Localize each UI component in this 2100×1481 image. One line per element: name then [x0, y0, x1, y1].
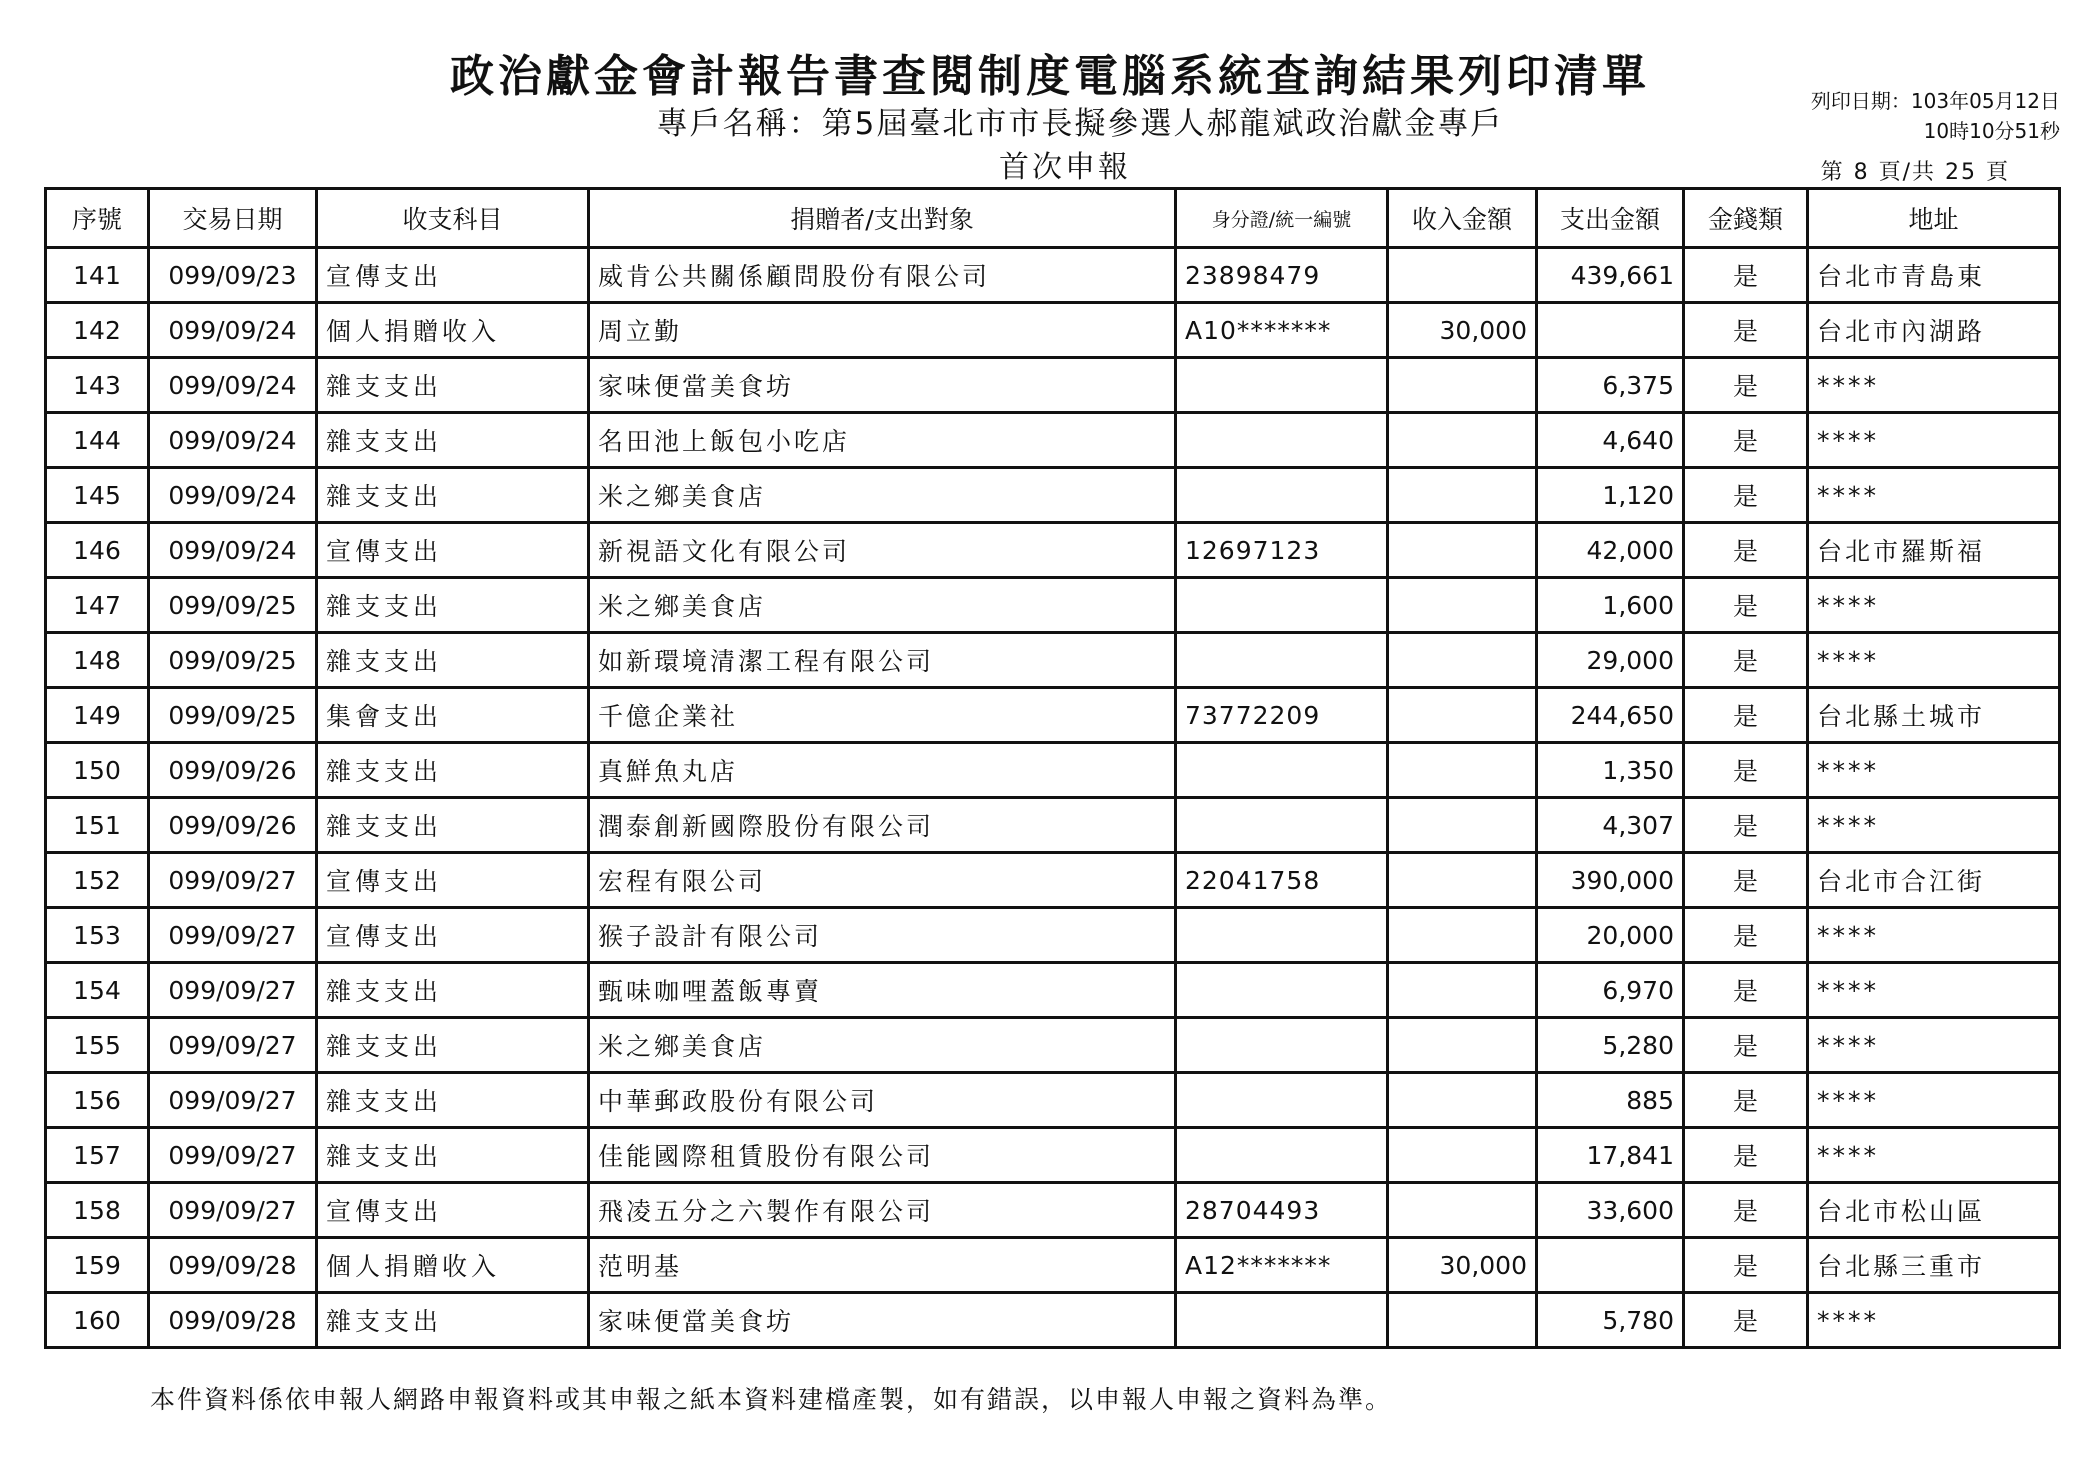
cell-income	[1388, 853, 1537, 908]
cell-cash: 是	[1684, 413, 1808, 468]
table-row	[46, 358, 2060, 413]
table-row	[46, 303, 2060, 358]
column-header: 金錢類	[1684, 189, 1808, 248]
cell-address: ****	[1808, 963, 2060, 1018]
cell-expense: 1,350	[1537, 743, 1684, 798]
cell-expense: 33,600	[1537, 1183, 1684, 1238]
cell-income	[1388, 1293, 1537, 1348]
cell-date: 099/09/26	[149, 743, 317, 798]
table-row	[46, 578, 2060, 633]
cell-address: 台北市青島東	[1808, 248, 2060, 303]
cell-cash: 是	[1684, 963, 1808, 1018]
cell-seq: 146	[46, 523, 149, 578]
cell-address: ****	[1808, 633, 2060, 688]
cell-category: 宣傳支出	[317, 1183, 589, 1238]
cell-date: 099/09/25	[149, 578, 317, 633]
cell-cash: 是	[1684, 523, 1808, 578]
cell-seq: 152	[46, 853, 149, 908]
cell-seq: 142	[46, 303, 149, 358]
cell-party: 周立勤	[589, 303, 1176, 358]
cell-expense	[1537, 303, 1684, 358]
cell-category: 雜支支出	[317, 633, 589, 688]
cell-address: ****	[1808, 413, 2060, 468]
cell-party: 真鮮魚丸店	[589, 743, 1176, 798]
cell-category: 宣傳支出	[317, 523, 589, 578]
column-header: 收入金額	[1388, 189, 1537, 248]
table-row	[46, 413, 2060, 468]
cell-seq: 143	[46, 358, 149, 413]
cell-expense: 5,280	[1537, 1018, 1684, 1073]
cell-id	[1176, 1073, 1388, 1128]
cell-date: 099/09/24	[149, 358, 317, 413]
column-header: 支出金額	[1537, 189, 1684, 248]
cell-date: 099/09/27	[149, 908, 317, 963]
cell-address: ****	[1808, 908, 2060, 963]
cell-address: ****	[1808, 1128, 2060, 1183]
cell-id	[1176, 358, 1388, 413]
cell-party: 甄味咖哩蓋飯專賣	[589, 963, 1176, 1018]
cell-cash: 是	[1684, 1293, 1808, 1348]
cell-category: 雜支支出	[317, 1018, 589, 1073]
cell-cash: 是	[1684, 468, 1808, 523]
table-row	[46, 798, 2060, 853]
table-row	[46, 963, 2060, 1018]
cell-category: 集會支出	[317, 688, 589, 743]
cell-date: 099/09/24	[149, 468, 317, 523]
cell-seq: 156	[46, 1073, 149, 1128]
cell-id: A12*******	[1176, 1238, 1388, 1293]
cell-expense: 4,640	[1537, 413, 1684, 468]
cell-id	[1176, 578, 1388, 633]
cell-cash: 是	[1684, 743, 1808, 798]
cell-seq: 147	[46, 578, 149, 633]
table-row	[46, 1073, 2060, 1128]
cell-income	[1388, 1128, 1537, 1183]
cell-expense: 20,000	[1537, 908, 1684, 963]
cell-id	[1176, 908, 1388, 963]
cell-cash: 是	[1684, 908, 1808, 963]
cell-party: 如新環境清潔工程有限公司	[589, 633, 1176, 688]
cell-income	[1388, 908, 1537, 963]
cell-seq: 145	[46, 468, 149, 523]
table-body	[46, 248, 2060, 1348]
column-header: 收支科目	[317, 189, 589, 248]
cell-party: 范明基	[589, 1238, 1176, 1293]
cell-date: 099/09/27	[149, 853, 317, 908]
cell-expense: 1,120	[1537, 468, 1684, 523]
cell-party: 佳能國際租賃股份有限公司	[589, 1128, 1176, 1183]
cell-id	[1176, 963, 1388, 1018]
cell-address: ****	[1808, 358, 2060, 413]
ledger-table	[44, 187, 2061, 1349]
cell-income	[1388, 688, 1537, 743]
cell-seq: 160	[46, 1293, 149, 1348]
cell-category: 雜支支出	[317, 1293, 589, 1348]
cell-expense: 29,000	[1537, 633, 1684, 688]
report-title: 政治獻金會計報告書查閱制度電腦系統查詢結果列印清單	[450, 51, 1650, 102]
cell-income: 30,000	[1388, 1238, 1537, 1293]
cell-cash: 是	[1684, 1018, 1808, 1073]
table-row	[46, 1238, 2060, 1293]
cell-party: 猴子設計有限公司	[589, 908, 1176, 963]
cell-address: 台北市羅斯福	[1808, 523, 2060, 578]
cell-seq: 155	[46, 1018, 149, 1073]
cell-seq: 157	[46, 1128, 149, 1183]
cell-address: ****	[1808, 1073, 2060, 1128]
cell-category: 雜支支出	[317, 468, 589, 523]
cell-party: 米之鄉美食店	[589, 1018, 1176, 1073]
cell-seq: 150	[46, 743, 149, 798]
cell-expense	[1537, 1238, 1684, 1293]
cell-id	[1176, 743, 1388, 798]
cell-income	[1388, 523, 1537, 578]
cell-cash: 是	[1684, 633, 1808, 688]
cell-category: 雜支支出	[317, 413, 589, 468]
table-row	[46, 688, 2060, 743]
cell-income	[1388, 963, 1537, 1018]
cell-category: 雜支支出	[317, 963, 589, 1018]
cell-id: 28704493	[1176, 1183, 1388, 1238]
column-header: 身分證/統一編號	[1176, 189, 1388, 248]
footer-note: 本件資料係依申報人網路申報資料或其申報之紙本資料建檔產製，如有錯誤，以申報人申報之資料為準。	[150, 1385, 1393, 1414]
cell-party: 中華郵政股份有限公司	[589, 1073, 1176, 1128]
cell-income	[1388, 1073, 1537, 1128]
cell-expense: 42,000	[1537, 523, 1684, 578]
cell-id	[1176, 633, 1388, 688]
cell-category: 宣傳支出	[317, 908, 589, 963]
cell-date: 099/09/24	[149, 413, 317, 468]
cell-party: 飛凌五分之六製作有限公司	[589, 1183, 1176, 1238]
cell-seq: 154	[46, 963, 149, 1018]
cell-id: 23898479	[1176, 248, 1388, 303]
column-header: 序號	[46, 189, 149, 248]
cell-id	[1176, 798, 1388, 853]
cell-seq: 144	[46, 413, 149, 468]
cell-income	[1388, 798, 1537, 853]
cell-seq: 141	[46, 248, 149, 303]
cell-cash: 是	[1684, 1238, 1808, 1293]
cell-income	[1388, 1018, 1537, 1073]
cell-income	[1388, 633, 1537, 688]
cell-date: 099/09/27	[149, 1073, 317, 1128]
cell-address: ****	[1808, 798, 2060, 853]
table-row	[46, 1018, 2060, 1073]
cell-party: 威肯公共關係顧問股份有限公司	[589, 248, 1176, 303]
cell-date: 099/09/25	[149, 688, 317, 743]
cell-category: 雜支支出	[317, 743, 589, 798]
cell-date: 099/09/27	[149, 1018, 317, 1073]
cell-address: 台北市內湖路	[1808, 303, 2060, 358]
cell-income	[1388, 468, 1537, 523]
cell-income	[1388, 413, 1537, 468]
cell-income	[1388, 248, 1537, 303]
cell-party: 名田池上飯包小吃店	[589, 413, 1176, 468]
cell-address: 台北縣三重市	[1808, 1238, 2060, 1293]
table-row	[46, 743, 2060, 798]
cell-address: ****	[1808, 743, 2060, 798]
cell-id: 12697123	[1176, 523, 1388, 578]
cell-cash: 是	[1684, 358, 1808, 413]
cell-income	[1388, 743, 1537, 798]
cell-party: 潤泰創新國際股份有限公司	[589, 798, 1176, 853]
cell-category: 個人捐贈收入	[317, 303, 589, 358]
cell-date: 099/09/28	[149, 1293, 317, 1348]
cell-party: 家味便當美食坊	[589, 1293, 1176, 1348]
cell-income: 30,000	[1388, 303, 1537, 358]
table-row	[46, 853, 2060, 908]
cell-cash: 是	[1684, 1183, 1808, 1238]
print-date: 列印日期：103年05月12日	[1810, 89, 2060, 113]
cell-address: ****	[1808, 1293, 2060, 1348]
report-type: 首次申報	[999, 150, 1131, 185]
cell-address: ****	[1808, 1018, 2060, 1073]
cell-id: A10*******	[1176, 303, 1388, 358]
cell-income	[1388, 358, 1537, 413]
print-time: 10時10分51秒	[1923, 119, 2060, 143]
cell-expense: 6,375	[1537, 358, 1684, 413]
account-name: 專戶名稱：第5屆臺北市市長擬參選人郝龍斌政治獻金專戶	[656, 106, 1504, 142]
cell-address: 台北市合江街	[1808, 853, 2060, 908]
cell-expense: 6,970	[1537, 963, 1684, 1018]
cell-id	[1176, 1018, 1388, 1073]
print-info	[1811, 86, 2060, 146]
cell-cash: 是	[1684, 248, 1808, 303]
cell-category: 雜支支出	[317, 358, 589, 413]
cell-category: 雜支支出	[317, 578, 589, 633]
cell-income	[1388, 1183, 1537, 1238]
cell-id	[1176, 468, 1388, 523]
cell-id	[1176, 413, 1388, 468]
cell-date: 099/09/28	[149, 1238, 317, 1293]
table-row	[46, 468, 2060, 523]
column-header: 捐贈者/支出對象	[589, 189, 1176, 248]
cell-party: 新視語文化有限公司	[589, 523, 1176, 578]
cell-seq: 153	[46, 908, 149, 963]
table-row	[46, 1183, 2060, 1238]
table-row	[46, 1293, 2060, 1348]
cell-category: 雜支支出	[317, 1073, 589, 1128]
cell-party: 米之鄉美食店	[589, 468, 1176, 523]
column-header: 交易日期	[149, 189, 317, 248]
cell-cash: 是	[1684, 798, 1808, 853]
cell-cash: 是	[1684, 688, 1808, 743]
cell-expense: 1,600	[1537, 578, 1684, 633]
table-row	[46, 633, 2060, 688]
cell-date: 099/09/23	[149, 248, 317, 303]
cell-expense: 439,661	[1537, 248, 1684, 303]
cell-cash: 是	[1684, 1128, 1808, 1183]
page-info: 第 8 頁/共 25 頁	[1820, 160, 2010, 185]
cell-cash: 是	[1684, 303, 1808, 358]
cell-expense: 885	[1537, 1073, 1684, 1128]
cell-date: 099/09/24	[149, 523, 317, 578]
cell-expense: 5,780	[1537, 1293, 1684, 1348]
cell-expense: 390,000	[1537, 853, 1684, 908]
cell-id: 73772209	[1176, 688, 1388, 743]
table-row	[46, 908, 2060, 963]
cell-category: 宣傳支出	[317, 248, 589, 303]
cell-address: 台北縣土城市	[1808, 688, 2060, 743]
cell-seq: 159	[46, 1238, 149, 1293]
column-header: 地址	[1808, 189, 2060, 248]
cell-cash: 是	[1684, 1073, 1808, 1128]
cell-date: 099/09/26	[149, 798, 317, 853]
cell-address: 台北市松山區	[1808, 1183, 2060, 1238]
cell-expense: 244,650	[1537, 688, 1684, 743]
cell-id	[1176, 1293, 1388, 1348]
cell-date: 099/09/24	[149, 303, 317, 358]
cell-date: 099/09/27	[149, 1183, 317, 1238]
cell-income	[1388, 578, 1537, 633]
cell-category: 個人捐贈收入	[317, 1238, 589, 1293]
cell-date: 099/09/27	[149, 1128, 317, 1183]
cell-seq: 158	[46, 1183, 149, 1238]
cell-address: ****	[1808, 578, 2060, 633]
cell-seq: 148	[46, 633, 149, 688]
cell-category: 雜支支出	[317, 1128, 589, 1183]
cell-expense: 17,841	[1537, 1128, 1684, 1183]
cell-date: 099/09/27	[149, 963, 317, 1018]
cell-party: 米之鄉美食店	[589, 578, 1176, 633]
cell-party: 千億企業社	[589, 688, 1176, 743]
table-row	[46, 1128, 2060, 1183]
cell-category: 宣傳支出	[317, 853, 589, 908]
cell-cash: 是	[1684, 853, 1808, 908]
cell-party: 宏程有限公司	[589, 853, 1176, 908]
cell-seq: 151	[46, 798, 149, 853]
cell-date: 099/09/25	[149, 633, 317, 688]
cell-party: 家味便當美食坊	[589, 358, 1176, 413]
table-row	[46, 248, 2060, 303]
cell-cash: 是	[1684, 578, 1808, 633]
table-row	[46, 523, 2060, 578]
cell-id	[1176, 1128, 1388, 1183]
cell-expense: 4,307	[1537, 798, 1684, 853]
cell-seq: 149	[46, 688, 149, 743]
cell-category: 雜支支出	[317, 798, 589, 853]
table-header-row	[46, 189, 2060, 248]
cell-address: ****	[1808, 468, 2060, 523]
cell-id: 22041758	[1176, 853, 1388, 908]
